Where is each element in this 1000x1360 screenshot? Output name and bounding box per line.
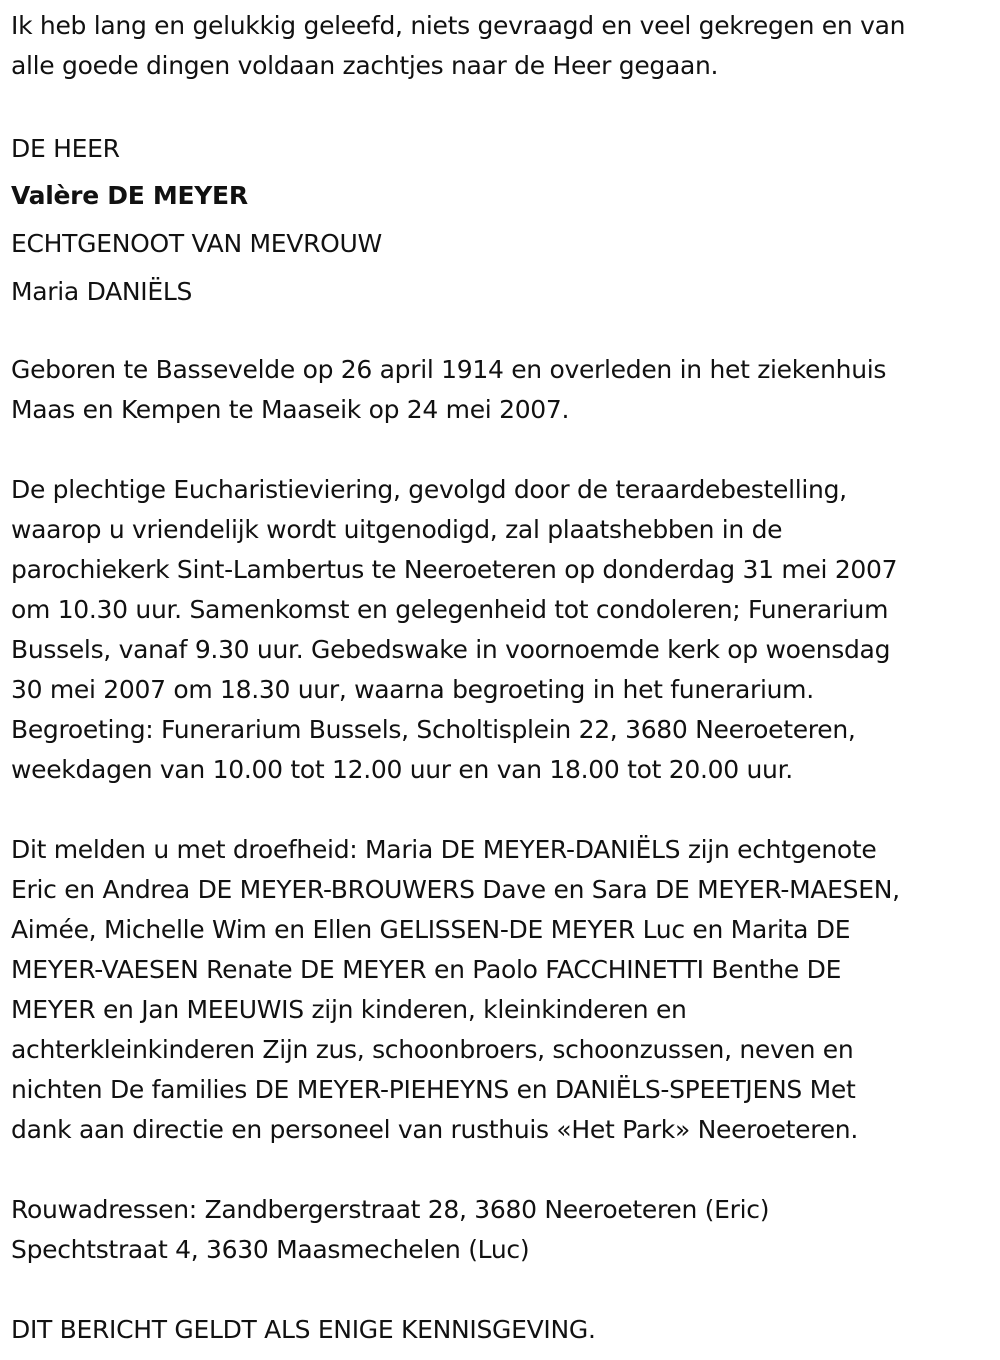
deceased-name: Valère DE MEYER [11,181,248,210]
family-line: achterkleinkinderen Zijn zus, schoonbroers, schoonzussen, neven en [11,1035,854,1064]
ceremony-line: parochiekerk Sint-Lambertus te Neeroeteren op donderdag 31 mei 2007 [11,555,898,584]
address-line-1: Rouwadressen: Zandbergerstraat 28, 3680 Neeroeteren (Eric) [11,1195,770,1224]
ceremony-line: om 10.30 uur. Samenkomst en gelegenheid tot condoleren; Funerarium [11,595,889,624]
address-line-2: Spechtstraat 4, 3630 Maasmechelen (Luc) [11,1235,530,1264]
spouse-name: Maria DANIËLS [11,277,193,306]
ceremony-line: weekdagen van 10.00 tot 12.00 uur en van 18.00 tot 20.00 uur. [11,755,793,784]
family-line: nichten De families DE MEYER-PIEHEYNS en DANIËLS-SPEETJENS Met [11,1075,856,1104]
ceremony-line: 30 mei 2007 om 18.30 uur, waarna begroeting in het funerarium. [11,675,814,704]
title-line: DE HEER [11,134,120,163]
intro-line-2: alle goede dingen voldaan zachtjes naar de Heer gegaan. [11,51,719,80]
birth-line-1: Geboren te Bassevelde op 26 april 1914 en overleden in het ziekenhuis [11,355,887,384]
obituary-notice [11,0,993,1350]
family-line: dank aan directie en personeel van rusthuis «Het Park» Neeroeteren. [11,1115,858,1144]
family-line: Eric en Andrea DE MEYER-BROUWERS Dave en Sara DE MEYER-MAESEN, [11,875,900,904]
ceremony-line: Bussels, vanaf 9.30 uur. Gebedswake in voornoemde kerk op woensdag [11,635,891,664]
family-line: MEYER en Jan MEEUWIS zijn kinderen, kleinkinderen en [11,995,687,1024]
ceremony-line: waarop u vriendelijk wordt uitgenodigd, zal plaatshebben in de [11,515,783,544]
ceremony-line: De plechtige Eucharistieviering, gevolgd door de teraardebestelling, [11,475,847,504]
closing-notice: DIT BERICHT GELDT ALS ENIGE KENNISGEVING. [11,1315,596,1344]
intro-line-1: Ik heb lang en gelukkig geleefd, niets gevraagd en veel gekregen en van [11,11,906,40]
family-line: MEYER-VAESEN Renate DE MEYER en Paolo FACCHINETTI Benthe DE [11,955,842,984]
family-line: Aimée, Michelle Wim en Ellen GELISSEN-DE MEYER Luc en Marita DE [11,915,851,944]
family-line: Dit melden u met droefheid: Maria DE MEYER-DANIËLS zijn echtgenote [11,835,877,864]
birth-line-2: Maas en Kempen te Maaseik op 24 mei 2007. [11,395,570,424]
relation-line: ECHTGENOOT VAN MEVROUW [11,229,382,258]
ceremony-line: Begroeting: Funerarium Bussels, Scholtisplein 22, 3680 Neeroeteren, [11,715,856,744]
